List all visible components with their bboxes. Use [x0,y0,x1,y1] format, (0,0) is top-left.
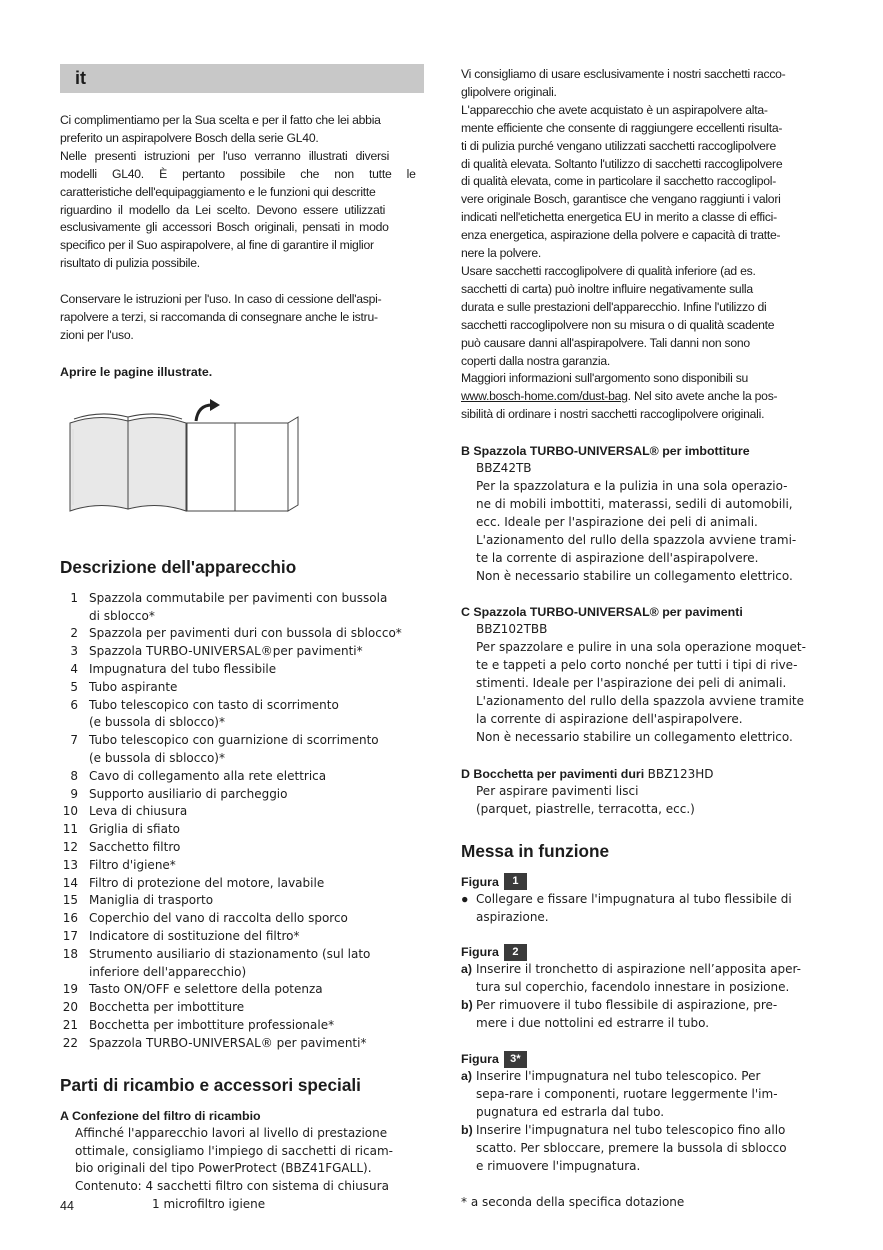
item-number: 22 [62,1035,78,1050]
figure-2-section [461,943,826,1033]
accessory-a-body [60,1125,424,1215]
text-line: ne di mobili imbottiti, materassi, sedili di automobili, [476,496,793,511]
spare-parts-title: Parti di ricambio e accessori speciali [60,1074,361,1095]
text-line: te la corrente di aspirazione dell'aspirapolvere. [476,550,759,565]
item-text [89,625,402,643]
text-line: Per rimuovere il tubo flessibile di aspirazione, pre- [476,998,778,1013]
text-line: Vi consigliamo di usare esclusivamente i nostri sacchetti racco- [461,67,786,81]
text-line: Supporto ausiliario di parcheggio [89,786,288,801]
item-number: 2 [70,626,78,641]
figure-word: Figura [461,945,499,960]
item-number: 13 [62,857,78,872]
item-number: 8 [70,768,78,783]
product-code: BBZ123HD [647,766,714,781]
accessory-d-heading [461,765,826,783]
accessory-title: Bocchetta per pavimenti duri [473,766,645,781]
accessory-letter: C [461,605,470,620]
item-number: 15 [62,893,78,908]
link-trailing-text: . Nel sito avete anche la pos- [627,389,778,404]
text-line: (parquet, piastrelle, terracotta, ecc.) [476,801,695,816]
text-line: Cavo di collegamento alla rete elettrica [89,768,327,783]
text-line: durata e sulle prestazioni dell'apparecchio. Infine l'utilizzo di [461,299,767,314]
item-number: 17 [62,929,78,944]
item-text [89,999,244,1017]
text-line: Collegare e fissare l'impugnatura al tubo flessibile di [476,891,792,906]
intro-paragraph-2 [60,291,424,345]
text-line: Inserire l'impugnatura nel tubo telescopico. Per [476,1069,761,1084]
text-line: enza energetica, aspirazione della polvere e capacità di tratte- [461,228,781,243]
figure-2-step-b [461,997,826,1033]
component-list-item [60,786,424,804]
figure-3-step-b [461,1122,826,1176]
text-line: esclusivamente gli accessori Bosch originali, pensati in modo [60,220,389,235]
component-list-item [60,946,424,982]
text-line: risultato di pulizia possibile. [60,256,200,271]
text-line: riguardino il modello da Lei scelto. Devono essere utilizzati [60,202,386,217]
text-line: 1 microfiltro igiene [152,1197,266,1212]
item-text [89,1035,366,1053]
text-line: Leva di chiusura [89,804,188,819]
page-number: 44 [60,1199,74,1213]
text-line: ti di pulizia purché vengano utilizzati sacchetti raccoglipolvere [461,138,777,153]
item-text [89,732,379,768]
accessory-a [60,1107,424,1215]
text-line: Spazzola per pavimenti duri con bussola di sblocco* [89,626,402,641]
fold-out-pages-illustration [68,399,318,519]
text-line: te e tappeti a pelo corto nonché per tutti i tipi di rive- [476,658,798,673]
left-column [60,64,424,1214]
right-column [461,66,826,1211]
item-number: 11 [62,822,78,837]
text-line: Tubo aspirante [89,679,178,694]
text-line: Usare sacchetti raccoglipolvere di qualità inferiore (ad es. [461,263,756,278]
text-line: modelli GL40. È pertanto possibile che non tutte le [60,166,416,181]
text-line: di sblocco* [89,608,155,623]
text-line: Conservare le istruzioni per l'uso. In caso di cessione dell'aspi- [60,292,382,307]
text-line: Tasto ON/OFF e selettore della potenza [89,982,323,997]
text-line: Bocchetta per imbottiture professionale* [89,1018,335,1032]
item-text [89,839,180,857]
text-line: Nelle presenti istruzioni per l'uso verranno illustrati diversi [60,148,390,163]
component-list-item [60,679,424,697]
text-line: la corrente di aspirazione dell'aspirapolvere. [476,712,743,726]
text-line: sibilità di ordinare i nostri sacchetti raccoglipolvere originali. [461,407,765,422]
text-line: Tubo telescopico con guarnizione di scorrimento [89,733,379,748]
item-text [89,661,276,679]
text-line: Indicatore di sostituzione del filtro* [89,929,300,944]
item-text [89,928,299,946]
text-line: bio originali del tipo PowerProtect (BBZ41FGALL). [75,1161,372,1176]
text-line: Non è necessario stabilire un collegamento elettrico. [476,729,793,744]
item-text [89,643,363,661]
component-list-item [60,928,424,946]
figure-number-badge: 3* [504,1051,527,1068]
startup-title: Messa in funzione [461,840,610,861]
step-marker: a) [461,1069,473,1084]
text-line: mente efficiente che consente di raggiungere eccellenti risulta- [461,120,783,135]
accessory-b-body [461,460,826,585]
component-list-item [60,981,424,999]
text-line: Sacchetto filtro [89,840,181,855]
text-line: (e bussola di sblocco)* [89,751,225,766]
text-line: ecc. Ideale per l'aspirazione dei peli di animali. [476,514,758,529]
accessory-title: Spazzola TURBO-UNIVERSAL® per imbottiture [473,444,750,459]
text-line: e rimuovere l'impugnatura. [476,1158,641,1173]
accessory-c-heading [461,603,826,621]
item-number: 14 [62,875,78,890]
component-list-item [60,857,424,875]
accessory-letter: A [60,1108,69,1123]
text-line: Filtro d'igiene* [89,857,176,872]
text-line: coperti dalla nostra garanzia. [461,353,610,368]
item-number: 6 [70,697,78,712]
dust-bag-link[interactable]: www.bosch-home.com/dust-bag [461,389,628,404]
text-line: Spazzola TURBO-UNIVERSAL®per pavimenti* [89,644,363,659]
item-number: 7 [70,733,78,748]
text-line: glipolvere originali. [461,84,557,99]
text-line: Filtro di protezione del motore, lavabile [89,875,325,890]
item-text [89,981,323,999]
text-line: può causare danni all'aspirapolvere. Tali danni non sono [461,335,750,350]
step-marker: a) [461,962,473,977]
accessory-b [461,442,826,585]
text-line: sacchetti raccoglipolvere non su misura o di qualità scadente [461,317,775,332]
dust-bag-recommendation [461,66,826,424]
text-line: Contenuto: 4 sacchetti filtro con sistema di chiusura [75,1179,389,1194]
text-line: tura sul coperchio, facendolo innestare in posizione. [476,980,790,995]
text-line: Impugnatura del tubo flessibile [89,662,277,677]
item-number: 18 [62,946,78,961]
text-line: Strumento ausiliario di stazionamento (sul lato [89,946,371,961]
item-text [89,875,324,893]
text-line: di qualità elevata, come in particolare il sacchetto raccoglipol- [461,174,777,189]
text-line: rapolvere a terzi, si raccomanda di consegnare anche le istru- [60,310,378,325]
figure-2-step-a [461,961,826,997]
footnote: * a seconda della specifica dotazione [461,1194,685,1209]
text-line: Non è necessario stabilire un collegamento elettrico. [476,568,793,583]
item-number: 21 [62,1018,78,1032]
intro-paragraph-1 [60,112,424,273]
text-line: Bocchetta per imbottiture [89,1000,245,1015]
text-line: (e bussola di sblocco)* [89,715,225,730]
text-line [461,388,826,406]
component-list-item [60,661,424,679]
product-code: BBZ42TB [476,461,532,476]
text-line: caratteristiche dell'equipaggiamento e le funzioni qui descritte [60,184,376,199]
item-text [89,857,176,875]
text-line: Per la spazzolatura e la pulizia in una sola operazio- [476,479,788,494]
component-list [60,590,424,1053]
accessory-c [461,603,826,746]
text-line: specifico per il Suo aspirapolvere, al fine di garantire il miglior [60,238,374,253]
component-list-item [60,697,424,733]
text-line: sepa-rare i componenti, ruotare leggermente l'im- [476,1086,778,1101]
item-text [89,768,326,786]
text-line: Affinché l'apparecchio lavori al livello di prestazione [75,1125,388,1140]
component-list-item [60,1035,424,1053]
figure-1-section [461,873,826,927]
text-line: nere la polvere. [461,246,542,261]
product-code: BBZ102TBB [476,622,548,637]
component-list-item [60,875,424,893]
text-line: Maggiori informazioni sull'argomento sono disponibili su [461,371,749,386]
text-line: Spazzola TURBO-UNIVERSAL® per pavimenti* [89,1035,367,1050]
accessory-c-body [461,621,826,746]
component-list-item [60,999,424,1017]
description-title: Descrizione dell'apparecchio [60,556,297,577]
item-text [89,590,387,626]
text-line: stimenti. Ideale per l'aspirazione dei peli di animali. [476,676,787,691]
step-marker: b) [461,998,473,1013]
curved-arrow-icon [196,399,220,421]
figure-word: Figura [461,874,499,889]
text-line: L'azionamento del rullo della spazzola avviene tramite [476,694,805,709]
accessory-letter: B [461,444,470,459]
item-number: 4 [70,662,78,677]
accessory-title: Spazzola TURBO-UNIVERSAL® per pavimenti [473,605,743,620]
item-number: 16 [62,911,78,926]
item-number: 3 [70,644,78,659]
text-line: Ci complimentiamo per la Sua scelta e per il fatto che lei abbia [60,113,381,127]
open-pages-label: Aprire le pagine illustrate. [60,364,213,379]
item-text [89,910,348,928]
component-list-item [60,768,424,786]
item-text [89,946,370,982]
text-line: Spazzola commutabile per pavimenti con bussola [89,590,388,605]
text-line: L'azionamento del rullo della spazzola avviene trami- [476,532,797,547]
text-line: Maniglia di trasporto [89,893,214,908]
figure-1-label [461,873,826,891]
text-line: indicati nell'etichetta energetica EU in merito a classe di effici- [461,210,777,225]
text-line: ottimale, consigliamo l'impiego di sacchetti di ricam- [75,1143,393,1158]
accessory-title: Confezione del filtro di ricambio [71,1108,261,1123]
text-line: Inserire il tronchetto di aspirazione nell’apposita aper- [476,962,801,977]
figure-3-section [461,1050,826,1175]
text-line: L'apparecchio che avete acquistato è un aspirapolvere alta- [461,102,768,117]
text-line: Tubo telescopico con tasto di scorrimento [89,697,339,712]
text-line: Inserire l'impugnatura nel tubo telescopico fino allo [476,1122,786,1137]
item-number: 12 [62,840,78,855]
language-tag-bar [60,64,424,93]
accessory-letter: D [461,766,470,781]
component-list-item [60,803,424,821]
figure-1-step [461,891,826,927]
text-line: Per aspirare pavimenti lisci [476,783,639,798]
component-list-item [60,839,424,857]
item-number: 5 [70,679,78,694]
component-list-item [60,590,424,626]
step-marker: b) [461,1122,473,1137]
text-line: mere i due nottolini ed estrarre il tubo. [476,1016,710,1031]
text-line: preferito un aspirapolvere Bosch della serie GL40. [60,130,319,145]
text-line: aspirazione. [476,909,549,924]
component-list-item [60,625,424,643]
item-number: 19 [62,982,78,997]
component-list-item [60,643,424,661]
figure-3-label [461,1050,826,1068]
text-line: inferiore dell'apparecchio) [89,964,247,979]
accessory-a-heading [60,1107,424,1125]
item-text [89,1017,334,1035]
component-list-item [60,732,424,768]
text-line: scatto. Per sbloccare, premere la bussola di sblocco [476,1140,787,1155]
text-line: di qualità elevata. Soltanto l'utilizzo di sacchetti raccoglipolvere [461,156,783,171]
component-list-item [60,1017,424,1035]
component-list-item [60,892,424,910]
item-text [89,892,213,910]
text-line: pugnatura ed estrarla dal tubo. [476,1104,665,1119]
accessory-d-body [461,783,826,819]
text-line: zioni per l'uso. [60,327,134,342]
text-line: vere originale Bosch, garantisce che vengano raggiunti i valori [461,192,781,207]
bullet-icon: ● [461,891,469,906]
item-text [89,697,339,733]
text-line: Per spazzolare e pulire in una sola operazione moquet- [476,640,806,655]
figure-3-step-a [461,1068,826,1122]
text-line: sacchetti di carta) può inoltre influire negativamente sulla [461,281,753,296]
item-text [89,821,180,839]
component-list-item [60,821,424,839]
item-number: 9 [70,786,78,801]
item-number: 20 [62,1000,78,1015]
figure-word: Figura [461,1052,499,1067]
accessory-d [461,765,826,819]
item-number: 10 [62,804,78,819]
accessory-b-heading [461,442,826,460]
component-list-item [60,910,424,928]
text-line: Griglia di sfiato [89,822,180,837]
item-text [89,679,177,697]
text-line: Coperchio del vano di raccolta dello sporco [89,911,348,926]
item-number: 1 [70,590,78,605]
language-tag: it [75,68,86,88]
figure-number-badge: 2 [504,944,527,961]
figure-number-badge: 1 [504,873,527,890]
figure-2-label [461,943,826,961]
item-text [89,803,187,821]
item-text [89,786,288,804]
